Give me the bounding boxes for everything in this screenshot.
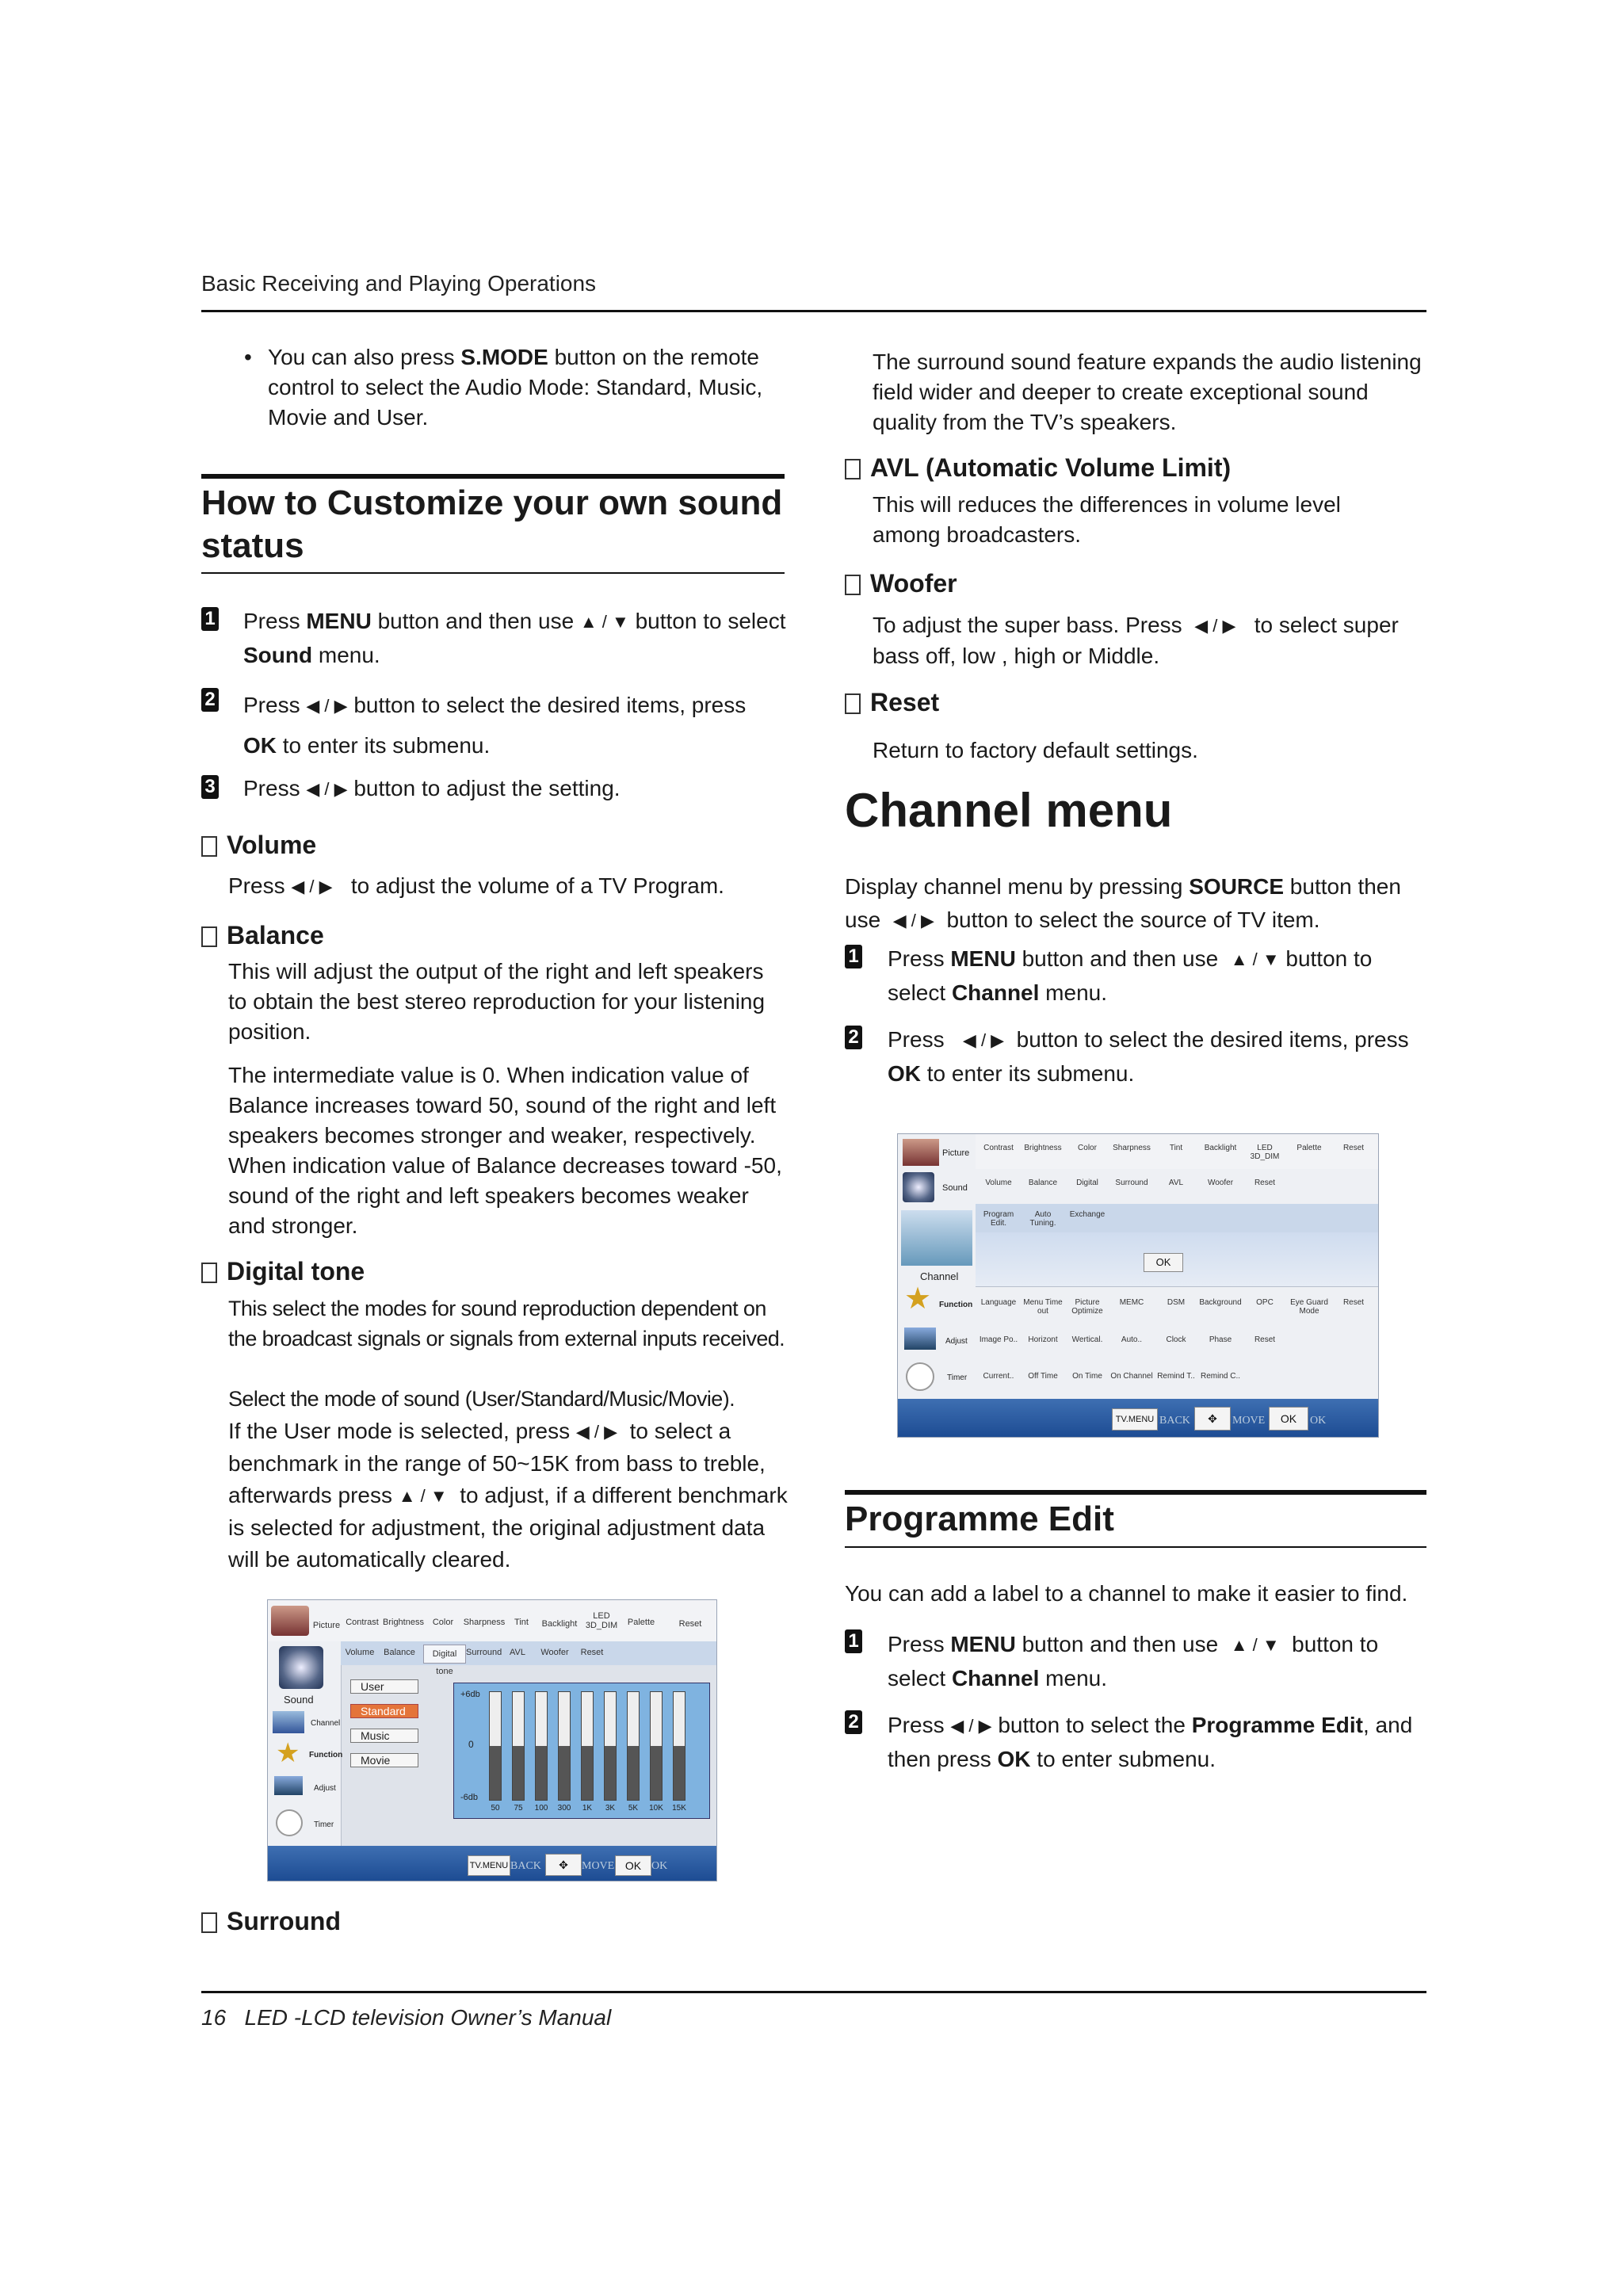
step-2-text: Press ◀ / ▶ button to select the desired items, press OK to enter its submenu. bbox=[243, 693, 747, 758]
submenu-cell: Woofer bbox=[540, 1648, 569, 1657]
mode-movie: Movie bbox=[350, 1753, 418, 1767]
checkbox-icon bbox=[201, 926, 217, 947]
submenu-cell: Surround bbox=[466, 1648, 502, 1657]
menu-cell: LED 3D_DIM bbox=[585, 1611, 618, 1630]
side-label: Channel bbox=[311, 1719, 341, 1728]
side-label: Sound bbox=[942, 1183, 968, 1193]
eq-freq-label: 5K bbox=[628, 1804, 639, 1813]
menu-cell: Brightness bbox=[1024, 1144, 1062, 1152]
channel-icon bbox=[901, 1210, 972, 1266]
menu-cell: Clock bbox=[1166, 1335, 1186, 1344]
eq-band-bar bbox=[512, 1691, 525, 1801]
prog-rule-bottom bbox=[845, 1546, 1426, 1548]
menu-cell: Auto.. bbox=[1121, 1335, 1143, 1344]
menu-cell: Balance bbox=[1028, 1179, 1058, 1187]
menu-cell: DSM bbox=[1167, 1298, 1186, 1307]
clock-icon bbox=[906, 1362, 934, 1391]
move-label: MOVE bbox=[582, 1860, 615, 1872]
menu-cell: Brightness bbox=[383, 1618, 424, 1627]
channel-menu-bar bbox=[898, 1399, 1378, 1437]
channel-menu-heading: Channel menu bbox=[845, 784, 1173, 837]
channel-menu-row bbox=[976, 1169, 1378, 1205]
eq-label: +6db bbox=[460, 1690, 480, 1699]
channel-menu-row bbox=[976, 1286, 1378, 1327]
move-key-icon: ✥ bbox=[545, 1854, 582, 1876]
eq-band-bar bbox=[627, 1691, 640, 1801]
submenu-cell-selected: Digital tone bbox=[423, 1645, 466, 1664]
menu-cell: Digital bbox=[1076, 1179, 1098, 1187]
side-label: Timer bbox=[314, 1820, 334, 1829]
eq-band-bar bbox=[650, 1691, 663, 1801]
eq-freq-label: 15K bbox=[672, 1804, 686, 1813]
eq-band-bar bbox=[558, 1691, 571, 1801]
move-key-icon: ✥ bbox=[1194, 1407, 1231, 1431]
menu-cell: Reset bbox=[1342, 1144, 1365, 1152]
menu-cell: Sharpness bbox=[1113, 1144, 1151, 1152]
eq-freq-label: 1K bbox=[582, 1804, 593, 1813]
eq-freq-label: 300 bbox=[557, 1804, 571, 1813]
ok-key: OK bbox=[615, 1855, 651, 1876]
volume-text: Press ◀ / ▶ to adjust the volume of a TV Program. bbox=[228, 873, 724, 898]
mode-standard: Standard bbox=[350, 1704, 418, 1718]
eq-freq-label: 50 bbox=[491, 1804, 500, 1813]
menu-cell: Language bbox=[980, 1298, 1017, 1307]
back-label: BACK bbox=[510, 1860, 541, 1872]
menu-cell: Eye Guard Mode bbox=[1290, 1298, 1328, 1316]
menu-cell: Tint bbox=[1169, 1144, 1183, 1152]
menu-cell: Palette bbox=[627, 1618, 655, 1627]
picture-row bbox=[268, 1600, 716, 1642]
digital-tone-text-3: If the User mode is selected, press ◀ / ▶ to select a benchmark in the range of 50~15K from bass to treble, afterwards press ▲ / ▼ to adjust, if a different benchmark is selected for adjustment, the original adjustment data will be automatically cleared. bbox=[228, 1419, 788, 1572]
surround-text: The surround sound feature expands the audio listening field wider and deeper to create exceptional sound quality from the TV’s speakers. bbox=[873, 350, 1422, 434]
page-number: 16 bbox=[201, 2005, 227, 2030]
equalizer-panel bbox=[453, 1683, 710, 1819]
eq-band-bar bbox=[489, 1691, 502, 1801]
reset-title: Reset bbox=[845, 686, 939, 718]
picture-icon bbox=[903, 1139, 939, 1166]
woofer-title: Woofer bbox=[845, 567, 957, 599]
step-1-badge: 1 bbox=[201, 607, 219, 631]
programme-edit-intro: You can add a label to a channel to make it easier to find. bbox=[845, 1581, 1408, 1606]
checkbox-icon bbox=[845, 459, 861, 479]
menu-cell: Reset bbox=[1254, 1179, 1276, 1187]
eq-band-bar bbox=[604, 1691, 617, 1801]
ch-step-1-text: Press MENU button and then use ▲ / ▼ button to select Channel menu. bbox=[888, 946, 1373, 1005]
menu-cell: Reset bbox=[1254, 1335, 1276, 1344]
pe-step-2-badge: 2 bbox=[845, 1710, 862, 1734]
page-header: Basic Receiving and Playing Operations bbox=[201, 271, 597, 296]
mode-music: Music bbox=[350, 1729, 418, 1743]
checkbox-icon bbox=[201, 1912, 217, 1933]
ok-key: OK bbox=[1269, 1407, 1308, 1431]
section-rule-bottom bbox=[201, 572, 785, 574]
submenu-cell: AVL bbox=[510, 1648, 525, 1657]
tv-menu-key: TV.MENU bbox=[468, 1855, 510, 1876]
menu-cell: Woofer bbox=[1207, 1179, 1234, 1187]
sound-menu-bar bbox=[268, 1846, 716, 1881]
move-label: MOVE bbox=[1232, 1415, 1266, 1427]
eq-band-bar bbox=[535, 1691, 548, 1801]
menu-cell: OPC bbox=[1256, 1298, 1274, 1307]
speaker-icon bbox=[903, 1172, 934, 1202]
menu-cell: Contrast bbox=[983, 1144, 1014, 1152]
channel-icon bbox=[273, 1711, 304, 1733]
pe-step-1-text: Press MENU button and then use ▲ / ▼ button to select Channel menu. bbox=[888, 1632, 1379, 1690]
step-3-badge: 3 bbox=[201, 775, 219, 799]
checkbox-icon bbox=[845, 693, 861, 714]
submenu-cell: Balance bbox=[384, 1648, 415, 1657]
eq-band-bar bbox=[581, 1691, 594, 1801]
menu-cell: Reset bbox=[678, 1619, 702, 1629]
balance-title: Balance bbox=[201, 919, 324, 951]
avl-text: This will reduces the differences in volume level among broadcasters. bbox=[873, 492, 1341, 547]
ok-indicator: OK bbox=[1144, 1253, 1183, 1272]
eq-freq-label: 10K bbox=[649, 1804, 663, 1813]
menu-cell: Contrast bbox=[346, 1618, 379, 1627]
step-3-text: Press ◀ / ▶ button to adjust the setting. bbox=[243, 776, 621, 800]
menu-cell: Volume bbox=[985, 1179, 1012, 1187]
sound-subrow bbox=[341, 1641, 716, 1676]
menu-cell: AVL bbox=[1168, 1179, 1184, 1187]
pe-step-1-badge: 1 bbox=[845, 1629, 862, 1653]
side-label: Adjust bbox=[945, 1337, 968, 1346]
menu-cell: Background bbox=[1199, 1298, 1242, 1307]
side-label: Adjust bbox=[314, 1784, 336, 1793]
menu-cell: Sharpness bbox=[463, 1618, 506, 1627]
surround-title: Surround bbox=[201, 1905, 341, 1937]
menu-cell: Tint bbox=[514, 1618, 529, 1627]
balance-text-1: This will adjust the output of the right and left speakers to obtain the best stereo reproduction for your listening position. bbox=[228, 959, 766, 1044]
back-label: BACK bbox=[1159, 1415, 1190, 1427]
menu-cell: Remind T.. bbox=[1157, 1372, 1195, 1381]
sound-heading: How to Customize your own sound status bbox=[201, 483, 783, 565]
section-rule-top bbox=[201, 474, 785, 479]
menu-cell: Image Po.. bbox=[979, 1335, 1018, 1344]
menu-cell: Program Edit. bbox=[983, 1210, 1014, 1228]
eq-label: -6db bbox=[460, 1793, 479, 1802]
eq-label: 0 bbox=[468, 1739, 474, 1750]
side-label: Function bbox=[939, 1301, 973, 1309]
menu-cell: Menu Time out bbox=[1023, 1298, 1063, 1316]
menu-cell: MEMC bbox=[1119, 1298, 1144, 1307]
ch-step-2-badge: 2 bbox=[845, 1026, 862, 1049]
submenu-cell: Volume bbox=[345, 1648, 375, 1657]
channel-menu-row bbox=[976, 1326, 1378, 1362]
programme-edit-heading: Programme Edit bbox=[845, 1499, 1114, 1538]
footer-title: LED -LCD television Owner’s Manual bbox=[244, 2005, 612, 2030]
digital-tone-text-1: This select the modes for sound reproduction dependent on the broadcast signals or signals from external inputs received. bbox=[228, 1297, 785, 1350]
menu-cell: Backlight bbox=[541, 1619, 578, 1629]
page-footer bbox=[201, 2005, 611, 2030]
channel-sidebar bbox=[898, 1134, 976, 1399]
eq-band-bar bbox=[673, 1691, 685, 1801]
menu-cell: Backlight bbox=[1204, 1144, 1237, 1152]
bullet-note: • You can also press S.MODE button on the remote control to select the Audio Mode: Standard, Music, Movie and User. bbox=[244, 345, 763, 430]
picture-icon bbox=[271, 1606, 309, 1636]
mode-user: User bbox=[350, 1679, 418, 1694]
menu-cell: Current.. bbox=[983, 1372, 1014, 1381]
star-icon: ★ bbox=[904, 1282, 932, 1316]
ch-step-2-text: Press ◀ / ▶ button to select the desired items, press OK to enter its submenu. bbox=[888, 1027, 1409, 1086]
side-label: Picture bbox=[312, 1621, 341, 1630]
footer-rule bbox=[201, 1991, 1426, 1993]
menu-cell: Palette bbox=[1296, 1144, 1322, 1152]
eq-freq-label: 100 bbox=[534, 1804, 548, 1813]
menu-cell: Surround bbox=[1115, 1179, 1148, 1187]
sound-sidebar bbox=[268, 1641, 342, 1862]
menu-cell: On Channel bbox=[1110, 1372, 1153, 1381]
channel-menu-row bbox=[976, 1204, 1378, 1233]
speaker-icon bbox=[279, 1646, 323, 1689]
tv-menu-key: TV.MENU bbox=[1112, 1408, 1158, 1431]
step-2-badge: 2 bbox=[201, 688, 219, 712]
prog-rule-top bbox=[845, 1490, 1426, 1495]
channel-intro: Display channel menu by pressing SOURCE button then use ◀ / ▶ button to select the source of TV item. bbox=[845, 874, 1401, 932]
menu-cell: Color bbox=[432, 1618, 454, 1627]
checkbox-icon bbox=[845, 575, 861, 595]
clock-icon bbox=[276, 1809, 303, 1836]
menu-cell: Horizont bbox=[1028, 1335, 1058, 1344]
volume-title: Volume bbox=[201, 829, 316, 861]
checkbox-icon bbox=[201, 1263, 217, 1283]
reset-text: Return to factory default settings. bbox=[873, 738, 1198, 762]
pe-step-2-text: Press ◀ / ▶ button to select the Programme Edit, and then press OK to enter submenu. bbox=[888, 1713, 1413, 1771]
header-rule bbox=[201, 310, 1426, 312]
menu-cell: Phase bbox=[1209, 1335, 1232, 1344]
digital-tone-text-2: Select the mode of sound (User/Standard/Music/Movie). bbox=[228, 1387, 735, 1411]
star-icon: ★ bbox=[276, 1738, 300, 1768]
side-label: Picture bbox=[942, 1148, 970, 1158]
menu-cell: Off Time bbox=[1028, 1372, 1058, 1381]
avl-title: AVL (Automatic Volume Limit) bbox=[845, 452, 1231, 483]
side-label: Function bbox=[309, 1751, 343, 1759]
menu-cell: Exchange bbox=[1069, 1210, 1106, 1219]
submenu-cell: Reset bbox=[580, 1648, 604, 1657]
ch-step-1-badge: 1 bbox=[845, 945, 862, 968]
step-1-text: Press MENU button and then use ▲ / ▼ button to select Sound menu. bbox=[243, 609, 786, 667]
side-label: Sound bbox=[284, 1694, 314, 1706]
adjust-icon bbox=[904, 1328, 936, 1350]
balance-text-2: The intermediate value is 0. When indication value of Balance increases toward 50, sound of the right and left speakers becomes stronger and weaker, respectively. When indication value of Balance decreases toward -50, sound of the right and left speakers becomes weaker and stronger. bbox=[228, 1063, 782, 1238]
side-label: Channel bbox=[920, 1270, 959, 1282]
menu-cell: Reset bbox=[1342, 1298, 1365, 1307]
menu-cell: Remind C.. bbox=[1200, 1372, 1240, 1381]
menu-cell: Wertical. bbox=[1071, 1335, 1103, 1344]
menu-cell: LED 3D_DIM bbox=[1250, 1144, 1280, 1161]
menu-cell: Auto Tuning. bbox=[1029, 1210, 1056, 1228]
menu-cell: Picture Optimize bbox=[1071, 1298, 1103, 1316]
sound-menu-screenshot bbox=[267, 1599, 717, 1881]
eq-freq-label: 75 bbox=[514, 1804, 523, 1813]
menu-cell: On Time bbox=[1072, 1372, 1102, 1381]
checkbox-icon bbox=[201, 836, 217, 857]
channel-menu-row bbox=[976, 1134, 1378, 1170]
woofer-text: To adjust the super bass. Press ◀ / ▶ to select super bass off, low , high or Middle. bbox=[873, 613, 1399, 668]
channel-menu-screenshot bbox=[897, 1133, 1379, 1438]
ok-label: OK bbox=[1310, 1415, 1327, 1427]
ok-label: OK bbox=[651, 1860, 668, 1872]
digital-tone-title: Digital tone bbox=[201, 1255, 365, 1287]
channel-menu-row bbox=[976, 1361, 1378, 1400]
side-label: Timer bbox=[947, 1373, 968, 1382]
menu-cell: Color bbox=[1078, 1144, 1097, 1152]
eq-freq-label: 3K bbox=[605, 1804, 616, 1813]
adjust-icon bbox=[274, 1776, 303, 1795]
